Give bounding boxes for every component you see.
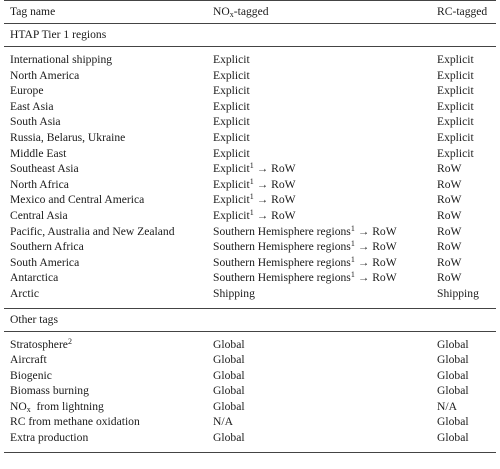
cell-nox-tagged [207,47,431,68]
cell-nox-tagged [207,177,431,193]
table-row [4,83,496,99]
footnote-marker: 1 [249,192,254,202]
cell-rc-tagged: Explicit [437,146,474,160]
table-row [4,368,496,384]
nox-value: Southern Hemisphere regions [213,271,351,285]
nox-value: Global [213,384,245,398]
table-row [4,270,496,286]
nox-value-suffix: → RoW [253,193,296,207]
cell-rc-tagged: Global [437,353,469,367]
cell-rc-tagged: Explicit [437,68,474,82]
cell-tag-name [4,414,207,430]
cell-rc-tagged: Explicit [437,99,474,113]
cell-nox-tagged [207,239,431,255]
tag-name-suffix: from lightning [30,399,104,413]
cell-tag-name [4,239,207,255]
table-row [4,255,496,271]
nox-value-suffix: → RoW [253,208,296,222]
cell-tag-name [4,208,207,224]
cell-tag-name [4,286,207,308]
section-row [4,24,496,47]
cell-rc-tagged: RoW [437,208,462,222]
nox-value: Explicit [213,84,250,98]
nox-value-suffix: → RoW [253,162,296,176]
cell-tag-name [4,331,207,352]
cell-rc-tagged: Global [437,384,469,398]
tag-name-text: Antarctica [10,271,59,285]
cell-nox-tagged [207,146,431,162]
header-nox-sub: x [229,10,234,20]
cell-rc-tagged: Explicit [437,53,474,66]
nox-value-suffix: → RoW [354,240,397,254]
cell-nox-tagged [207,331,431,352]
table-row [4,331,496,352]
tag-name-text: International shipping [10,53,113,66]
cell-tag-name [4,130,207,146]
cell-nox-tagged [207,430,431,452]
cell-nox-tagged [207,368,431,384]
cell-nox-tagged [207,270,431,286]
cell-rc-tagged: Global [437,337,469,351]
footnote-marker: 1 [350,270,355,280]
nox-value: Explicit [213,99,250,113]
cell-rc-tagged: RoW [437,177,462,191]
cell-nox-tagged [207,114,431,130]
cell-tag-name [4,114,207,130]
table-header-row [4,1,496,24]
table-row [4,352,496,368]
cell-nox-tagged [207,68,431,84]
table-row [4,399,496,415]
tag-name-text: Southern Africa [10,240,84,254]
cell-rc-tagged: N/A [437,399,457,413]
header-nox-post: -tagged [233,5,269,19]
cell-rc-tagged: RoW [437,255,462,269]
cell-rc-tagged: RoW [437,162,462,176]
cell-nox-tagged [207,83,431,99]
tag-name-text: Biogenic [10,368,52,382]
nox-value: N/A [213,415,233,429]
cell-tag-name [4,383,207,399]
cell-nox-tagged [207,161,431,177]
header-nox-tagged [207,1,431,24]
tag-name-text: South America [10,255,80,269]
tag-name-text: Europe [10,84,44,98]
cell-nox-tagged [207,99,431,115]
cell-nox-tagged [207,399,431,415]
footnote-marker: 1 [249,176,254,186]
nox-value: Global [213,399,245,413]
tag-name-text: North America [10,68,80,82]
table-row [4,430,496,452]
cell-tag-name [4,177,207,193]
nox-value: Southern Hemisphere regions [213,224,351,238]
tag-name-text: Southeast Asia [10,162,79,176]
header-nox-pre: NO [213,5,230,19]
table-row [4,192,496,208]
cell-tag-name [4,146,207,162]
cell-rc-tagged: RoW [437,224,462,238]
footnote-marker: 2 [67,336,72,346]
cell-rc-tagged: RoW [437,240,462,254]
cell-rc-tagged: Shipping [437,286,479,300]
nox-value: Explicit [213,115,250,129]
tag-name-text: East Asia [10,99,54,113]
table-row [4,161,496,177]
cell-tag-name [4,192,207,208]
cell-tag-name [4,368,207,384]
tag-name-text: Russia, Belarus, Ukraine [10,130,126,144]
cell-nox-tagged [207,383,431,399]
cell-tag-name [4,99,207,115]
table-body [4,24,496,453]
footnote-marker: 1 [350,223,355,233]
table-row [4,224,496,240]
nox-value-suffix: → RoW [354,224,397,238]
cell-tag-name [4,399,207,415]
table-row [4,47,496,68]
cell-tag-name [4,270,207,286]
section-title: Other tags [4,308,496,331]
footnote-marker: 1 [249,207,254,217]
footnote-marker: 1 [249,161,254,171]
cell-nox-tagged [207,352,431,368]
nox-value: Global [213,337,245,351]
tag-name-text: Central Asia [10,208,68,222]
nox-value: Global [213,353,245,367]
tag-name-text: Middle East [10,146,67,160]
cell-tag-name [4,83,207,99]
tag-name-text: Aircraft [10,353,47,367]
cell-tag-name [4,430,207,452]
nox-value-suffix: → RoW [354,255,397,269]
cell-rc-tagged: RoW [437,271,462,285]
cell-rc-tagged: RoW [437,193,462,207]
nox-value: Explicit [213,208,250,222]
tag-name-text: NO [10,399,27,413]
cell-tag-name [4,68,207,84]
cell-nox-tagged [207,224,431,240]
table-row [4,414,496,430]
cell-rc-tagged: Explicit [437,130,474,144]
tag-name-text: Mexico and Central America [10,193,145,207]
header-tag-name: Tag name [4,1,207,24]
nox-value: Southern Hemisphere regions [213,255,351,269]
cell-tag-name [4,161,207,177]
nox-value: Explicit [213,146,250,160]
tag-name-text: RC from methane oxidation [10,415,140,429]
cell-tag-name [4,47,207,68]
nox-value: Shipping [213,286,255,300]
table-row [4,146,496,162]
tag-name-text: Pacific, Australia and New Zealand [10,224,175,238]
footnote-marker: 1 [350,254,355,264]
table-row [4,177,496,193]
section-row [4,308,496,331]
section-title: HTAP Tier 1 regions [4,24,496,47]
cell-nox-tagged [207,130,431,146]
tag-table [4,0,496,453]
nox-value: Global [213,368,245,382]
tag-name-text: North Africa [10,177,69,191]
table-row [4,239,496,255]
table-row [4,286,496,308]
table-row [4,383,496,399]
nox-value: Southern Hemisphere regions [213,240,351,254]
table-row [4,208,496,224]
cell-tag-name [4,224,207,240]
tag-name-text: Arctic [10,286,39,300]
cell-rc-tagged: Global [431,430,496,452]
header-rc-tagged: RC-tagged [431,1,496,24]
cell-rc-tagged: Global [437,368,469,382]
table-row [4,99,496,115]
nox-value: Explicit [213,162,250,176]
nox-value: Explicit [213,177,250,191]
cell-nox-tagged [207,286,431,308]
nox-value: Global [213,431,245,445]
table-row [4,130,496,146]
nox-value: Explicit [213,68,250,82]
table-row [4,114,496,130]
cell-nox-tagged [207,255,431,271]
footnote-marker: 1 [350,239,355,249]
tag-name-text: Biomass burning [10,384,89,398]
nox-value-suffix: → RoW [354,271,397,285]
cell-nox-tagged [207,192,431,208]
cell-rc-tagged: Explicit [437,115,474,129]
cell-rc-tagged: Global [437,415,469,429]
cell-nox-tagged [207,208,431,224]
tag-name-text: South Asia [10,115,61,129]
tag-name-text: Stratosphere [10,337,68,351]
subscript-text: x [26,404,31,414]
nox-value-suffix: → RoW [253,177,296,191]
cell-rc-tagged: Explicit [437,84,474,98]
tag-name-text: Extra production [10,431,89,445]
nox-value: Explicit [213,193,250,207]
nox-value: Explicit [213,130,250,144]
cell-nox-tagged [207,414,431,430]
cell-tag-name [4,352,207,368]
nox-value: Explicit [213,53,250,66]
cell-tag-name [4,255,207,271]
table-row [4,68,496,84]
